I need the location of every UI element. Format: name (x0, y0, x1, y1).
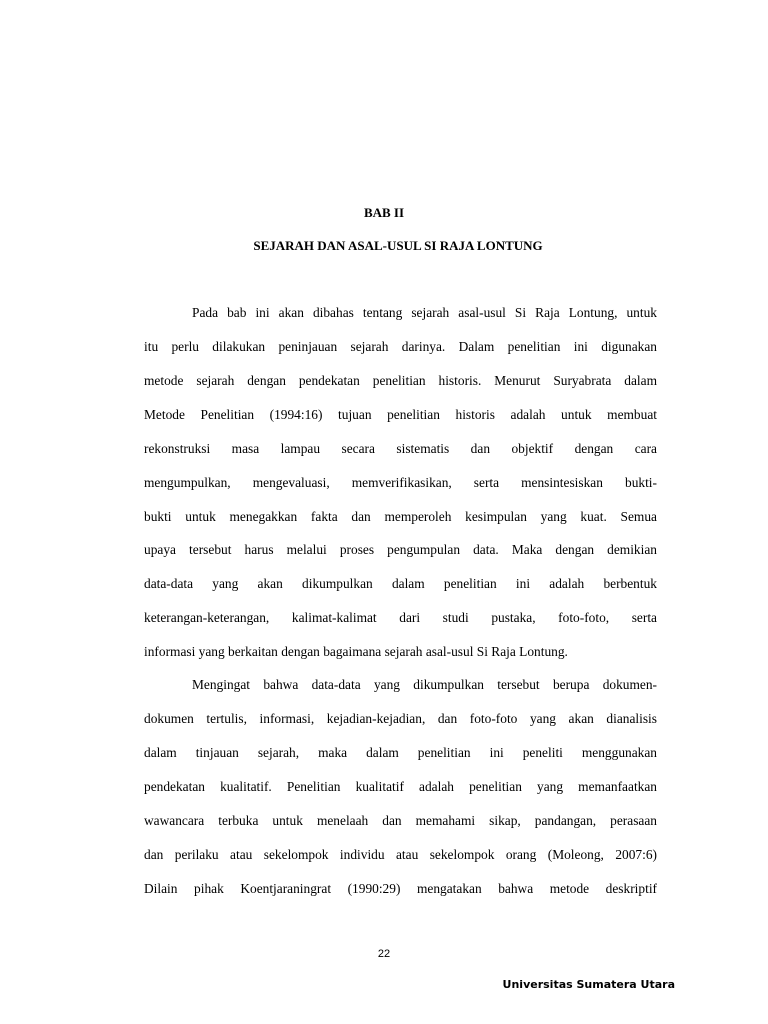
chapter-heading: BAB II (363, 205, 405, 220)
paragraph-line: dan perilaku atau sekelompok individu atau sekelompok orang (Moleong, 2007:6) (144, 847, 657, 862)
paragraph-line: bukti untuk menegakkan fakta dan memperoleh kesimpulan yang kuat. Semua (144, 509, 657, 524)
paragraph-line: rekonstruksi masa lampau secara sistematis dan objektif dengan cara (144, 441, 657, 456)
paragraph-line: Metode Penelitian (1994:16) tujuan penelitian historis adalah untuk membuat (144, 407, 657, 422)
paragraph-line: wawancara terbuka untuk menelaah dan memahami sikap, pandangan, perasaan (144, 813, 657, 828)
paragraph-line: data-data yang akan dikumpulkan dalam penelitian ini adalah berbentuk (144, 576, 657, 591)
paragraph-line: metode sejarah dengan pendekatan penelitian historis. Menurut Suryabrata dalam (144, 373, 657, 388)
paragraph-line: Dilain pihak Koentjaraningrat (1990:29) mengatakan bahwa metode deskriptif (144, 881, 657, 896)
paragraph-line: dokumen tertulis, informasi, kejadian-kejadian, dan foto-foto yang akan dianalisis (144, 711, 657, 726)
paragraph-line: pendekatan kualitatif. Penelitian kualitatif adalah penelitian yang memanfaatkan (144, 779, 657, 794)
paragraph-line: mengumpulkan, mengevaluasi, memverifikasikan, serta mensintesiskan bukti- (144, 475, 657, 490)
paragraph-line: Pada bab ini akan dibahas tentang sejarah asal-usul Si Raja Lontung, untuk (192, 305, 657, 320)
chapter-title: SEJARAH DAN ASAL-USUL SI RAJA LONTUNG (253, 238, 543, 253)
paragraph-line: itu perlu dilakukan peninjauan sejarah darinya. Dalam penelitian ini digunakan (144, 339, 657, 354)
paragraph-line: informasi yang berkaitan dengan bagaimana sejarah asal-usul Si Raja Lontung. (144, 644, 568, 659)
paragraph-line: dalam tinjauan sejarah, maka dalam penelitian ini peneliti menggunakan (144, 745, 657, 760)
paragraph-line: Mengingat bahwa data-data yang dikumpulkan tersebut berupa dokumen- (192, 677, 657, 692)
paragraph-line: upaya tersebut harus melalui proses pengumpulan data. Maka dengan demikian (144, 542, 657, 557)
paragraph-line: keterangan-keterangan, kalimat-kalimat dari studi pustaka, foto-foto, serta (144, 610, 657, 625)
page-number: 22 (377, 948, 391, 960)
footer-institution: Universitas Sumatera Utara (502, 978, 675, 991)
